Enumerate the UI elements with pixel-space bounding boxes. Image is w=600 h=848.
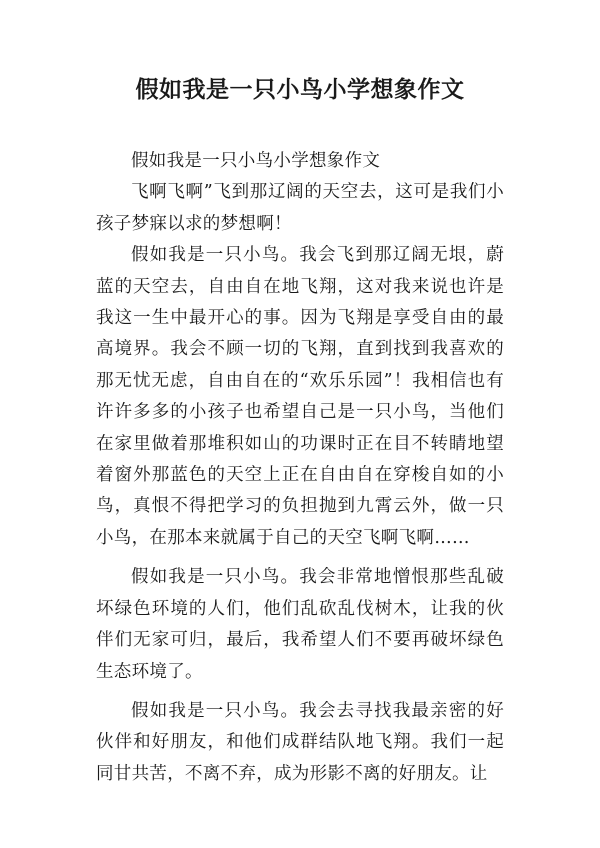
paragraph-friends: 假如我是一只小鸟。我会去寻找我最亲密的好伙伴和好朋友，和他们成群结队地飞翔。我们一起同甘共苦，不离不弃，成为形影不离的好朋友。让: [96, 700, 504, 784]
document-title: 假如我是一只小鸟小学想象作文: [135, 77, 465, 103]
paragraph-environment: 假如我是一只小鸟。我会非常地憎恨那些乱破坏绿色环境的人们，他们乱砍乱伐树木，让我的伙伴们无家可归，最后，我希望人们不要再破坏绿色生态环境了。: [96, 567, 504, 682]
paragraph-subtitle: 假如我是一只小鸟小学想象作文: [131, 151, 381, 171]
paragraph-freedom: 假如我是一只小鸟。我会飞到那辽阔无垠，蔚蓝的天空去，自由自在地飞翔，这对我来说也许是我这一生中最开心的事。因为飞翔是享受自由的最高境界。我会不顾一切的飞翔，直到找到我喜欢的那无忧无虑，自由自在的“欢乐乐园”！我相信也有许许多多的小孩子也希望自己是一只小鸟，当他们在家里做着那堆积如山的功课时正在目不转睛地望着窗外那蓝色的天空上正在自由自在穿梭自如的小鸟，真恨不得把学习的负担抛到九霄云外，做一只小鸟，在那本来就属于自己的天空飞啊飞啊……: [96, 245, 504, 548]
document-body: [96, 146, 504, 790]
paragraph-intro: 飞啊飞啊”飞到那辽阔的天空去，这可是我们小孩子梦寐以求的梦想啊！: [96, 182, 504, 234]
